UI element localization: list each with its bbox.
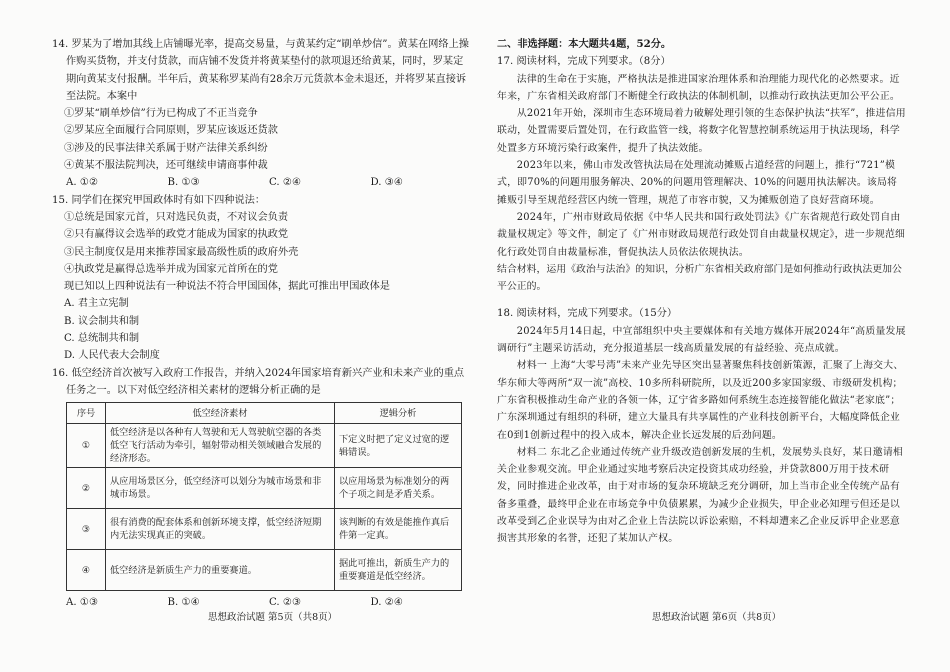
- q14-choice-a: A. ①②: [66, 177, 99, 189]
- q16-th-analysis: 逻辑分析: [335, 403, 462, 424]
- page-5-column: [52, 36, 472, 612]
- q18-para-1: 2024年5月14日起，中宣部组织中央主要媒体和有关地方媒体开展2024年“高质量发展调研行”主题采访活动，充分报道基层一线高质量发展的有益经验、亮点成就。: [497, 325, 906, 355]
- table-row: [67, 468, 462, 509]
- q16-stem: 16. 低空经济首次被写入政府工作报告，并纳入2024年国家培育新兴产业和未来产业的重点任务之一。以下对低空经济相关素材的逻辑分析正确的是: [52, 367, 465, 396]
- q14-stem: 14. 罗某为了增加其线上店铺曝光率，提高交易量，与黄某约定“刷单炒信”。黄某在网络上操作购买货物，并支付货款，而店铺不发货并将黄某垫付的款项退还给黄某，同时，罗某定期向黄某支付报酬。半年后，黄某称罗某尚有28余万元货款本金未退还，并将罗某直接诉至法院。本案中: [52, 39, 469, 102]
- q16-table: [66, 402, 462, 591]
- q16-choice-c: C. ②③: [269, 597, 302, 609]
- q16-row3-material: 很有消费的配套体系和创新环境支撑，低空经济短期内无法实现真正的突破。: [106, 509, 335, 550]
- q14-option-2: ②罗某应全面履行合同原则，罗某应该返还货款: [64, 125, 278, 137]
- q16-row1-no: ①: [67, 424, 106, 468]
- q17-para-4: 2024年，广州市财政局依据《中华人民共和国行政处罚法》《广东省规范行政处罚自由裁量权规定》等文件，制定了《广州市财政局规范行政处罚自由裁量权规定》，进一步规范细化行政处罚自由裁量标准，督促执法人员依法依规执法。: [497, 211, 906, 258]
- page-6-column: [497, 36, 907, 548]
- q16-row2-material: 从应用场景区分，低空经济可以划分为城市场景和非城市场景。: [106, 468, 335, 509]
- q16-row4-analysis: 据此可推出，新质生产力的重要赛道是低空经济。: [335, 550, 462, 591]
- q17-para-2: 从2021年开始，深圳市生态环境局着力破解处理引领的生态保护执法“扶军”，推进信用联动，处置需要后置处罚，在行政监管一线，将数字化智慧控制系统运用于执法现场，科学处置多方环境污染行政案件，提升了执法效能。: [497, 108, 906, 154]
- q15-option-3: ③民主制度仅是用来推荐国家最高级性质的政府外壳: [64, 246, 299, 258]
- q14-option-4: ④黄某不服法院判决，还可继续申请商事仲裁: [64, 160, 268, 172]
- q16-row3-analysis: 该判断的有效是能推作真后件第一定真。: [335, 509, 462, 550]
- q16-th-material: 低空经济素材: [106, 403, 335, 424]
- q15-tail: 现已知以上四种说法有一种说法不符合甲国国体，据此可推出甲国政体是: [64, 281, 390, 293]
- q14-option-1: ①罗某“刷单炒信”行为已构成了不正当竞争: [64, 108, 258, 120]
- q14-choice-d: D. ③④: [370, 177, 404, 189]
- q17-para-1: 法律的生命在于实施，严格执法是推进国家治理体系和治理能力现代化的必然要求。近年来，广东省相关政府部门不断健全行政执法的体制机制，以推动行政执法更加公平公正。: [497, 73, 901, 102]
- q16-choice-b: B. ①④: [167, 597, 200, 609]
- q16-row3-no: ③: [67, 509, 106, 550]
- q18-material-2: 材料二 东北乙企业通过传统产业升级改造创新发展的生机，发展势头良好，某日邀请相关企业参观交流。甲企业通过实地考察后决定投资其成功经验，并贷款800万用于技术研发，同时推进企业改革，由于对市场的复杂环境缺乏充分调研，加上当市企业全传统产品有备多重叠，最终甲企业在市场竞争中负债累累，为减少企业损失，甲企业必知理亏但还是以改革受到乙企业误导为由对乙企业上告法院以诉讼索赔，不料却遭来乙企业反诉甲企业恶意损害其形象的名誉，还犯了某加认产权。: [497, 446, 903, 545]
- q16-row4-no: ④: [67, 550, 106, 591]
- q16-choice-d: D. ②④: [370, 597, 404, 609]
- table-row: [67, 550, 462, 591]
- q15-stem: 15. 同学们在探究甲国政体时有如下四种说法：: [52, 194, 266, 206]
- q14-choice-b: B. ①③: [167, 177, 200, 189]
- q15-choice-c: C. 总统制共和制: [64, 333, 140, 345]
- q16-row2-no: ②: [67, 468, 106, 509]
- q16-row2-analysis: 以应用场景为标准划分的两个子项之间是矛盾关系。: [335, 468, 462, 509]
- q16-row4-material: 低空经济是新质生产力的重要赛道。: [106, 550, 335, 591]
- q15-choice-d: D. 人民代表大会制度: [64, 350, 160, 362]
- q16-row1-material: 低空经济是以各种有人驾驶和无人驾驶航空器的各类低空飞行活动为牵引，辐射带动相关领域融合发展的经济形态。: [106, 424, 335, 468]
- q17-stem: 17. 阅读材料，完成下列要求。（8分）: [497, 56, 671, 68]
- q16-table-header: [67, 403, 462, 424]
- table-row: [67, 509, 462, 550]
- q15-choice-a: A. 君主立宪制: [64, 298, 129, 310]
- q15-option-2: ②只有赢得议会选举的政党才能成为国家的执政党: [64, 229, 289, 241]
- q17-task: 结合材料，运用《政治与法治》的知识，分析广东省相关政府部门是如何推动行政执法更加公平公正的。: [497, 263, 902, 293]
- section-heading: 二、非选择题：本大题共4题，52分。: [497, 38, 672, 50]
- page-5-footer: 思想政治试题 第5页（共8页）: [208, 612, 338, 623]
- q16-th-no: 序号: [67, 403, 106, 424]
- q17-para-3: 2023年以来，佛山市发改管执法局在处理流动摊贩占道经营的问题上，推行“721”模式，即70%的问题用服务解决、20%的问题用管理解决、10%的问题用执法解决。该局将摊贩引导至规范经营区内统一管理，规范了市容市貌，又为摊贩创造了良好营商环境。: [497, 160, 898, 206]
- q14-choices: [52, 174, 472, 191]
- q14-option-3: ③涉及的民事法律关系属于财产法律关系纠纷: [64, 142, 268, 154]
- q18-stem: 18. 阅读材料，完成下列要求。（15分）: [497, 308, 678, 320]
- q16-row1-analysis: 下定义时把了定义过宽的逻辑错误。: [335, 424, 462, 468]
- q15-choice-b: B. 议会制共和制: [64, 315, 140, 327]
- q18-material-1: 材料一 上海“大零号湾”未来产业先导区突出显著聚焦科技创新策源，汇聚了上海交大、华东师大等两所“双一流”高校、10多所科研院所，以及近200多家国家级、市级研发机构；广东省积极推动生命产业的各领一体，辽宁省多路如何系统生态连接智能化做法“老家底”；广东深圳通过有组织的科研，建立大量具有共享属性的产业科技创新平台，大幅度降低企业在0到1创新过程中的投入成本，解决企业长远发展的后劲问题。: [497, 360, 904, 441]
- q15-option-1: ①总统是国家元首，只对选民负责，不对议会负责: [64, 211, 289, 223]
- table-row: [67, 424, 462, 468]
- q16-choice-a: A. ①③: [66, 597, 99, 609]
- q14-choice-c: C. ②④: [269, 177, 302, 189]
- q15-option-4: ④执政党是赢得总选举并成为国家元首所在的党: [64, 263, 278, 275]
- page-6-footer: 思想政治试题 第6页（共8页）: [652, 612, 782, 623]
